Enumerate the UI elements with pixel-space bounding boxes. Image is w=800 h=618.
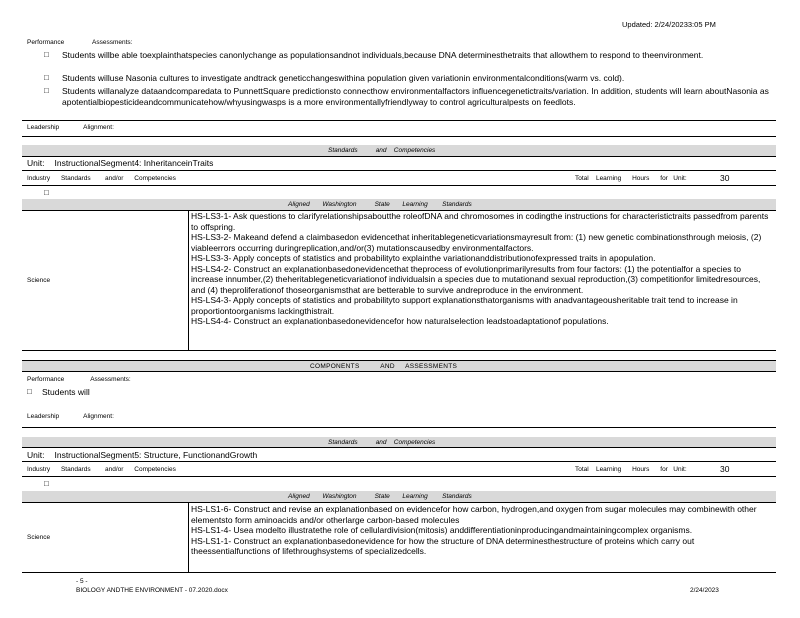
industry-label: Industry Standards and/or Competencies [27, 175, 176, 182]
total-hours-value: 30 [720, 173, 730, 183]
standard-item: HS-LS3-2- Makeand defend a claimbasedon evidencethat inheritablegeneticvariationsmayresult from: (1) new genetic combinationsthrough meiosis, (2) viableerrors occurring duringreplication,and/or(3) mutationscausedby environmentalfactors. [191, 232, 762, 253]
total-hours-label: Total Learning Hours for Unit: [575, 175, 687, 182]
bullet-icon: □ [44, 50, 49, 59]
standards-heading: Standards and Competencies [328, 147, 436, 154]
divider [22, 156, 776, 157]
footer-filename: BIOLOGY ANDTHE ENVIRONMENT - 07.2020.docx [76, 587, 228, 594]
performance-label: Performance Assessments: [27, 376, 131, 383]
standard-item: HS-LS4-4- Construct an explanationbasedonevidencefor how naturalselection leadstoadaptationof populations. [191, 316, 609, 326]
leadership-label: Leadership Alignment: [27, 413, 114, 420]
standard-item: HS-LS3-1- Ask questions to clarifyrelationshipsaboutthe roleofDNA and chromosomes in codingthe instructions for characteristictraits passedfrom parents to offspring. [191, 211, 769, 232]
bullet-icon: □ [44, 188, 49, 197]
performance-label: Performance Assessments: [27, 39, 133, 46]
divider [22, 350, 776, 351]
divider [22, 371, 776, 372]
standard-item: HS-LS1-1- Construct an explanationbasedonevidence for how the structure of DNA determinesthestructure of proteins which carry out theessentialfunctions of lifethroughsystems of specializedcells. [191, 535, 695, 556]
page-number: - 5 - [76, 578, 88, 585]
column-divider [188, 502, 189, 572]
standard-item: HS-LS1-6- Construct and revise an explanationbased on evidencefor how carbon, hydrogen,and oxygen from sugar molecules may combinewith other elementsto form aminoacids and/or otherlarge carbon-based molecules [191, 504, 757, 525]
divider [22, 447, 776, 448]
divider [22, 185, 776, 186]
divider [22, 427, 776, 428]
bullet-icon: □ [44, 86, 49, 95]
standard-item: HS-LS3-3- Apply concepts of statistics and probabilityto explainthe variationanddistributionofexpressed traits in apopulation. [191, 253, 656, 263]
assessment-bullet: Students willuse Nasonia cultures to investigate andtrack geneticchangeswithina population given variationin environmentalconditions(warm vs. cold). [62, 73, 625, 83]
standards-list [191, 211, 775, 327]
unit-row: Unit: InstructionalSegment5: Structure, FunctionandGrowth [27, 450, 258, 460]
unit-row: Unit: InstructionalSegment4: InheritanceinTraits [27, 158, 214, 168]
standard-item: HS-LS4-3- Apply concepts of statistics and probabilityto support explanationsthatorganisms with anadvantageousheritable trait tend to increase in proportiontoorganisms lackingthistrait. [191, 295, 738, 316]
assessment-bullet: Students willbe able toexplainthatspecies canonlychange as populationsandnot individuals,because DNA determinesthetraits that allowthem to respond to theenvironment. [62, 50, 704, 60]
aligned-heading: Aligned Washington State Learning Standards [288, 493, 472, 500]
components-heading: COMPONENTS AND ASSESSMENTS [310, 363, 458, 370]
column-divider [188, 210, 189, 350]
footer-date: 2/24/2023 [690, 587, 719, 594]
divider [22, 170, 776, 171]
updated-timestamp: Updated: 2/24/20233:05 PM [622, 20, 716, 29]
assessment-bullet: Students will [42, 387, 90, 397]
standards-list [191, 504, 775, 557]
divider [22, 120, 776, 121]
total-hours-label: Total Learning Hours for Unit: [575, 466, 687, 473]
divider [22, 136, 776, 137]
industry-label: Industry Standards and/or Competencies [27, 466, 176, 473]
divider [22, 476, 776, 477]
assessment-bullet: Students willanalyze dataandcomparedata to PunnettSquare predictionsto connecthow environmentalfactors influencegenetictraits/variation. In addition, students will learn aboutNasonia as apotentialbiopesticideandcommunicatehow/whyusingwasps is a more environmentallyfriendlyway to control agriculturalpests on feedlots. [62, 86, 769, 107]
standards-heading: Standards and Competencies [328, 439, 436, 446]
standard-item: HS-LS4-2- Construct an explanationbasedonevidencethat theprocess of evolutionprimarilyresults from four factors: (1) the potentialfor a species to increase innumber,(2) theheritablegeneticvariationof individualsin a species due to mutationand sexual reproduction,(3) competitionfor limitedresources, and (4) theproliferationof thoseorganismsthat are betterable to survive andreproduce in the environment. [191, 263, 761, 295]
total-hours-value: 30 [720, 464, 730, 474]
standard-item: HS-LS1-4- Usea modelto illustratethe role of cellulardivision(mitosis) anddifferentiationinproducingandmaintainingcomplex organisms. [191, 525, 693, 535]
bullet-icon: □ [44, 479, 49, 488]
bullet-icon: □ [44, 73, 49, 82]
subject-label: Science [27, 277, 51, 284]
divider [22, 572, 776, 573]
aligned-heading: Aligned Washington State Learning Standards [288, 201, 472, 208]
divider [22, 502, 776, 503]
divider [22, 461, 776, 462]
leadership-label: Leadership Alignment: [27, 124, 114, 131]
bullet-icon: □ [27, 387, 32, 396]
subject-label: Science [27, 534, 51, 541]
